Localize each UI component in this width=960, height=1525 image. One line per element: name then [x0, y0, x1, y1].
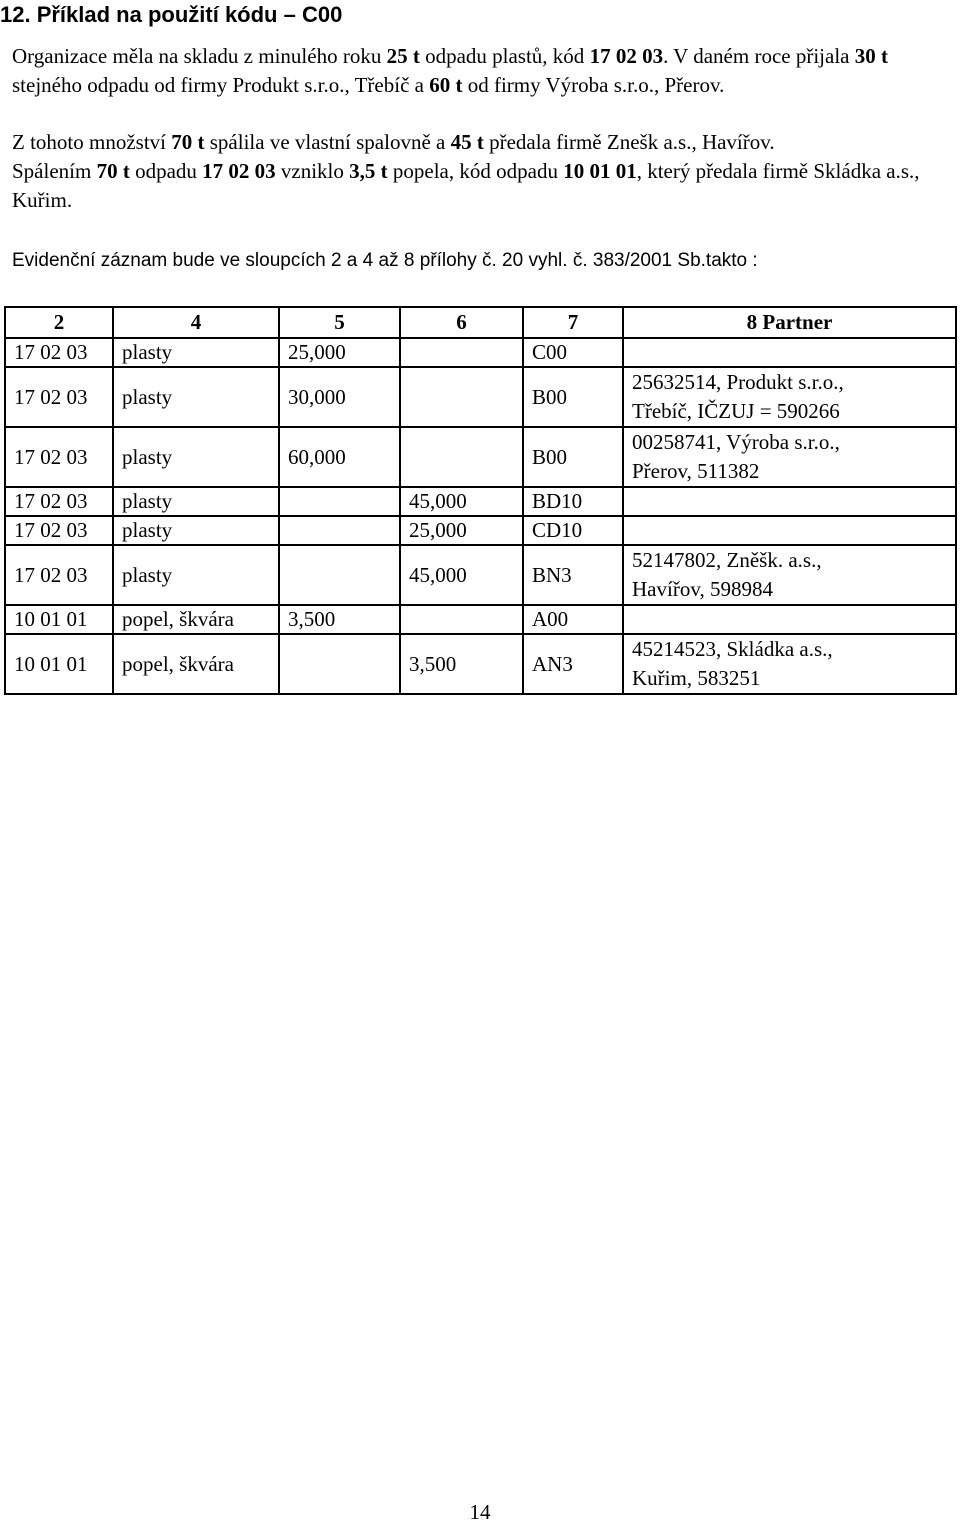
- cell-code: 17 02 03: [5, 427, 113, 487]
- table-row: [5, 487, 956, 516]
- cell-partner: [623, 427, 956, 487]
- partner-line: Havířov, 598984: [632, 577, 773, 601]
- cell-col5: 30,000: [279, 367, 400, 427]
- cell-col6: [400, 427, 523, 487]
- table-row: [5, 545, 956, 605]
- cell-name: plasty: [113, 545, 279, 605]
- cell-code: 17 02 03: [5, 338, 113, 367]
- header-col-4: 4: [113, 307, 279, 338]
- cell-col6: 45,000: [400, 487, 523, 516]
- header-col-2: 2: [5, 307, 113, 338]
- cell-col6: 3,500: [400, 634, 523, 694]
- cell-col6: [400, 605, 523, 634]
- cell-code: 17 02 03: [5, 545, 113, 605]
- partner-line: 52147802, Zněšk. a.s.,: [632, 548, 822, 572]
- cell-col7: C00: [523, 338, 623, 367]
- cell-col5: 25,000: [279, 338, 400, 367]
- cell-col7: B00: [523, 367, 623, 427]
- cell-col5: 60,000: [279, 427, 400, 487]
- cell-name: plasty: [113, 487, 279, 516]
- paragraph-ash: Spálením 70 t odpadu 17 02 03 vzniklo 3,5 t popela, kód odpadu 10 01 01, který předala firmě Skládka a.s., Kuřim.: [12, 159, 920, 212]
- page-heading: 12. Příklad na použití kódu – C00: [0, 2, 343, 27]
- paragraph-intake: Organizace měla na skladu z minulého roku 25 t odpadu plastů, kód 17 02 03. V daném roce přijala 30 t stejného odpadu od firmy Produkt s.r.o., Třebíč a 60 t od firmy Výroba s.r.o., Přerov.: [12, 44, 888, 97]
- cell-code: 17 02 03: [5, 516, 113, 545]
- cell-col6: 45,000: [400, 545, 523, 605]
- cell-col6: [400, 367, 523, 427]
- cell-col7: BD10: [523, 487, 623, 516]
- cell-col7: B00: [523, 427, 623, 487]
- partner-line: 25632514, Produkt s.r.o.,: [632, 370, 844, 394]
- cell-partner: [623, 545, 956, 605]
- table-row: [5, 338, 956, 367]
- evidence-note: Evidenční záznam bude ve sloupcích 2 a 4 až 8 přílohy č. 20 vyhl. č. 383/2001 Sb.takto :: [12, 250, 758, 271]
- evidence-table: [4, 306, 957, 695]
- cell-code: 17 02 03: [5, 487, 113, 516]
- cell-name: popel, škvára: [113, 634, 279, 694]
- cell-col7: BN3: [523, 545, 623, 605]
- cell-name: popel, škvára: [113, 605, 279, 634]
- table-row: [5, 427, 956, 487]
- cell-partner: [623, 605, 956, 634]
- cell-col5: [279, 545, 400, 605]
- page-number: 14: [469, 1500, 491, 1524]
- cell-partner: [623, 516, 956, 545]
- cell-name: plasty: [113, 338, 279, 367]
- cell-name: plasty: [113, 367, 279, 427]
- cell-code: 10 01 01: [5, 605, 113, 634]
- partner-line: Přerov, 511382: [632, 459, 760, 483]
- cell-name: plasty: [113, 516, 279, 545]
- cell-col5: 3,500: [279, 605, 400, 634]
- header-col-6: 6: [400, 307, 523, 338]
- cell-partner: [623, 634, 956, 694]
- cell-col5: [279, 487, 400, 516]
- table-row: [5, 634, 956, 694]
- cell-col7: CD10: [523, 516, 623, 545]
- partner-line: 45214523, Skládka a.s.,: [632, 637, 833, 661]
- cell-col5: [279, 634, 400, 694]
- cell-partner: [623, 338, 956, 367]
- header-col-8-partner: 8 Partner: [623, 307, 956, 338]
- cell-partner: [623, 487, 956, 516]
- header-col-7: 7: [523, 307, 623, 338]
- cell-code: 17 02 03: [5, 367, 113, 427]
- cell-code: 10 01 01: [5, 634, 113, 694]
- paragraph-disposal: Z tohoto množství 70 t spálila ve vlastní spalovně a 45 t předala firmě Znešk a.s., Havířov.: [12, 130, 775, 154]
- partner-line: 00258741, Výroba s.r.o.,: [632, 430, 840, 454]
- cell-col7: AN3: [523, 634, 623, 694]
- partner-line: Třebíč, IČZUJ = 590266: [632, 399, 840, 423]
- table-row: [5, 516, 956, 545]
- cell-col7: A00: [523, 605, 623, 634]
- cell-name: plasty: [113, 427, 279, 487]
- table-row: [5, 367, 956, 427]
- table-header-row: [5, 307, 956, 338]
- header-col-5: 5: [279, 307, 400, 338]
- cell-partner: [623, 367, 956, 427]
- cell-col6: 25,000: [400, 516, 523, 545]
- partner-line: Kuřim, 583251: [632, 666, 761, 690]
- cell-col5: [279, 516, 400, 545]
- table-row: [5, 605, 956, 634]
- cell-col6: [400, 338, 523, 367]
